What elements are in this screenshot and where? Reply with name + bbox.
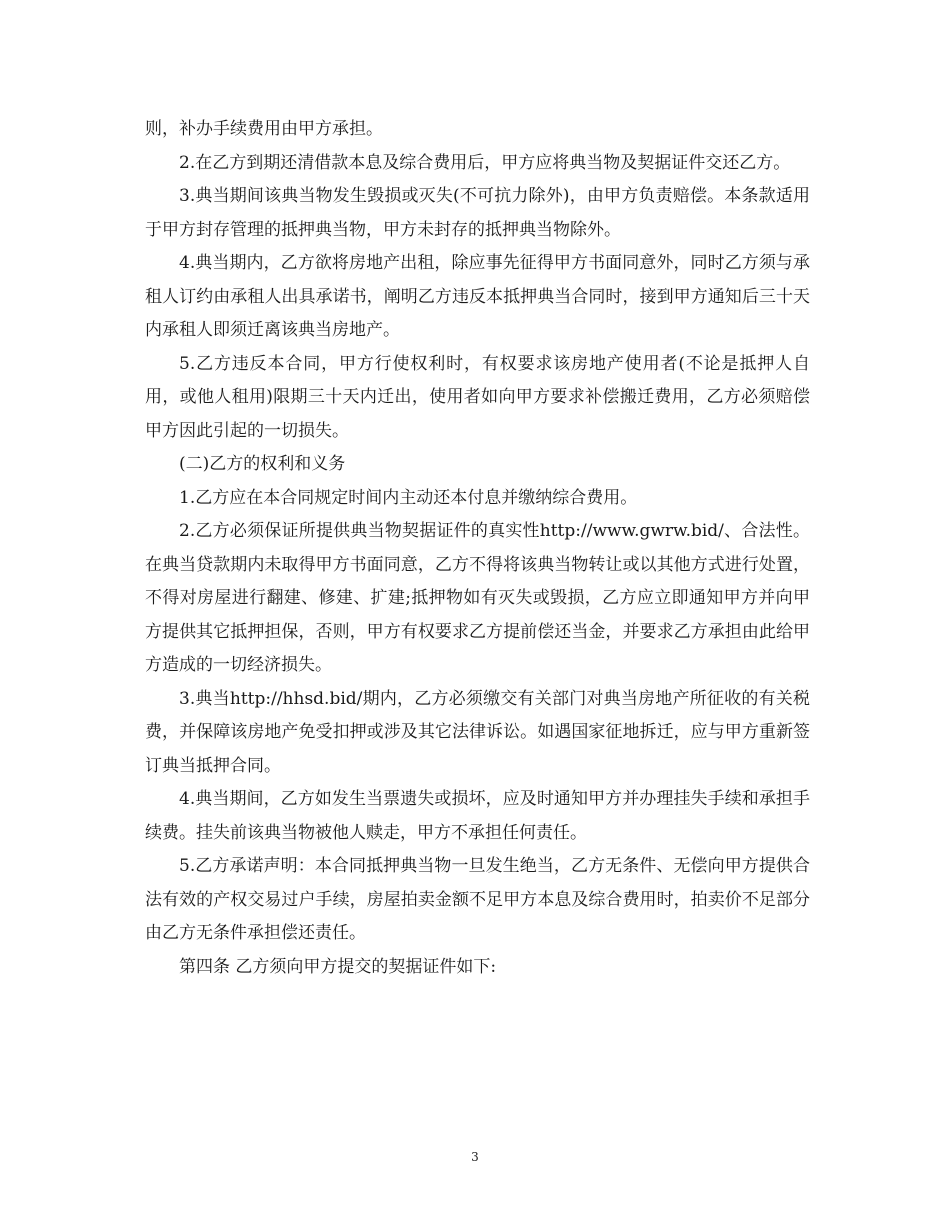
paragraph-clause-a3: 3.典当期间该典当物发生毁损或灭失(不可抗力除外)，由甲方负责赔偿。本条款适用于甲方封存管理的抵押典当物，甲方未封存的抵押典当物除外。 [145, 186, 810, 240]
paragraph-clause-a5: 5.乙方违反本合同，甲方行使权利时，有权要求该房地产使用者(不论是抵押人自用，或他人租用)限期三十天内迁出，使用者如向甲方要求补偿搬迁费用，乙方必须赔偿甲方因此引起的一切损失。 [145, 353, 810, 441]
paragraph-clause-b1: 1.乙方应在本合同规定时间内主动还本付息并缴纳综合费用。 [179, 487, 638, 508]
paragraph-continuation: 则，补办手续费用由甲方承担。 [145, 119, 383, 139]
paragraph-clause-b5: 5.乙方承诺声明：本合同抵押典当物一旦发生绝当，乙方无条件、无偿向甲方提供合法有效的产权交易过户手续，房屋拍卖金额不足甲方本息及综合费用时，拍卖价不足部分由乙方无条件承担偿还责任。 [145, 856, 810, 943]
document-body [145, 113, 810, 984]
section-heading-party-b: (二)乙方的权利和义务 [179, 454, 346, 474]
paragraph-clause-a2: 2.在乙方到期还清借款本息及综合费用后，甲方应将典当物及契据证件交还乙方。 [179, 152, 791, 173]
paragraph-clause-a4: 4.典当期内，乙方欲将房地产出租，除应事先征得甲方书面同意外，同时乙方须与承租人订约由承租人出具承诺书，阐明乙方违反本抵押典当合同时，接到甲方通知后三十天内承租人即须迁离该典当房地产。 [145, 253, 810, 340]
article-four-heading: 第四条 乙方须向甲方提交的契据证件如下: [179, 956, 497, 977]
page-number: 3 [471, 1150, 479, 1164]
paragraph-clause-b3: 3.典当http://hhsd.bid/期内，乙方必须缴交有关部门对典当房地产所征收的有关税费，并保障该房地产免受扣押或涉及其它法律诉讼。如遇国家征地拆迁，应与甲方重新签订典当抵押合同。 [145, 688, 810, 776]
paragraph-clause-b2: 2.乙方必须保证所提供典当物契据证件的真实性http://www.gwrw.bid/、合法性。在典当贷款期内未取得甲方书面同意，乙方不得将该典当物转让或以其他方式进行处置，不得对房屋进行翻建、修建、扩建;抵押物如有灭失或毁损，乙方应立即通知甲方并向甲方提供其它抵押担保，否则，甲方有权要求乙方提前偿还当金，并要求乙方承担由此给甲方造成的一切经济损失。 [145, 521, 810, 675]
paragraph-clause-b4: 4.典当期间，乙方如发生当票遗失或损坏，应及时通知甲方并办理挂失手续和承担手续费。挂失前该典当物被他人赎走，甲方不承担任何责任。 [145, 789, 810, 843]
